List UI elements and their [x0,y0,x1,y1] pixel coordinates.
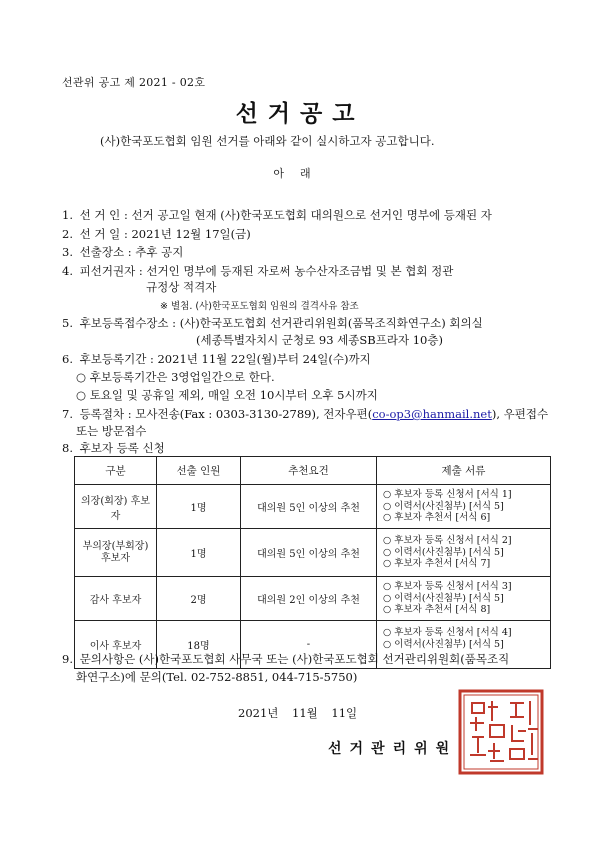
header-count: 선출 인원 [157,457,241,485]
item-7 [62,406,548,422]
item-1 [62,207,492,223]
cell-count: 2명 [157,577,241,621]
cell-requirement: 대의원 5인 이상의 추천 [241,485,377,529]
item-number: 6. [62,352,73,366]
item-text: 선 거 일 : 2021년 12월 17일(금) [79,227,251,241]
item-text: 선출장소 : 추후 공지 [79,245,184,259]
item-text: 문의사항은 (사)한국포도협회 사무국 또는 (사)한국포도협회 선거관리위원회(품목조직 [79,652,510,666]
cell-category: 이사 후보자 [75,621,157,669]
cell-documents [377,577,551,621]
cell-documents [377,485,551,529]
item-number: 7. [62,407,73,421]
item-6 [62,351,371,367]
cell-documents [377,529,551,577]
item-9 [62,651,509,667]
candidate-table [74,456,551,669]
item-2 [62,226,251,242]
item-4 [62,263,453,279]
item-5-continuation: (세종특별자치시 군청로 93 세종SB프라자 10층) [196,333,443,347]
committee-name: 선거관리위원 [328,741,458,757]
issue-date: 2021년 11월 11일 [238,706,358,720]
item-8 [62,440,165,456]
item-text-after: ), 우편접수 [491,407,549,421]
item-text: 후보등록기간 : 2021년 11월 22일(월)부터 24일(수)까지 [79,352,371,366]
item-4-continuation: 규정상 적격자 [146,280,217,294]
email-link[interactable]: co-op3@hanmail.net [372,407,492,421]
item-text: 후보등록접수장소 : (사)한국포도협회 선거관리위원회(품목조직화연구소) 회의실 [79,316,483,330]
category-text: 부의장(부회장) 후보자 [82,540,149,564]
period-note-2: ○ 토요일 및 공휴일 제외, 매일 오전 10시부터 오후 5시까지 [76,388,378,402]
doc-item: ○ 이력서(사진첨부) [서식 5] [383,638,504,650]
page-title: 선거공고 [235,101,365,127]
attachment-note: ※ 별첨. (사)한국포도협회 임원의 결격사유 참조 [160,301,359,312]
cell-count: 1명 [157,485,241,529]
item-number: 8. [62,441,73,455]
table-row [75,577,551,621]
below-heading: 아래 [273,167,327,180]
cell-requirement: - [241,621,377,669]
doc-item: ○ 후보자 등록 신청서 [서식 2] [383,535,512,547]
cell-category: 감사 후보자 [75,577,157,621]
cell-count: 18명 [157,621,241,669]
doc-item: ○ 후보자 추천서 [서식 7] [383,558,491,570]
item-number: 4. [62,264,73,278]
cell-requirement: 대의원 5인 이상의 추천 [241,529,377,577]
doc-item: ○ 후보자 추천서 [서식 8] [383,604,491,616]
item-text: 피선거권자 : 선거인 명부에 등재된 자로써 농수산자조금법 및 본 협회 정관 [79,264,454,278]
item-number: 3. [62,245,73,259]
item-text: 등록절차 : 모사전송(Fax : 0303-3130-2789), 전자우편( [79,407,373,421]
table-header-row [75,457,551,485]
item-number: 9. [62,652,73,666]
doc-item: ○ 이력서(사진첨부) [서식 5] [383,592,504,604]
item-number: 5. [62,316,73,330]
doc-item: ○ 후보자 추천서 [서식 6] [383,512,491,524]
item-number: 1. [62,208,73,222]
table-row [75,485,551,529]
doc-item: ○ 후보자 등록 신청서 [서식 1] [383,489,512,501]
cell-category [75,529,157,577]
item-9-continuation: 화연구소)에 문의(Tel. 02-752-8851, 044-715-5750) [76,670,358,684]
item-text: 후보자 등록 신청 [79,441,165,455]
item-number: 2. [62,227,73,241]
doc-item: ○ 이력서(사진첨부) [서식 5] [383,546,504,558]
doc-item: ○ 후보자 등록 신청서 [서식 4] [383,627,512,638]
item-5 [62,315,483,331]
item-7-continuation: 또는 방문접수 [76,424,147,438]
official-seal-icon [458,689,544,775]
cell-count: 1명 [157,529,241,577]
header-requirement: 추천요건 [241,457,377,485]
period-note-1: ○ 후보등록기간은 3영업일간으로 한다. [76,370,275,384]
cell-requirement: 대의원 2인 이상의 추천 [241,577,377,621]
intro-text: (사)한국포도협회 임원 선거를 아래와 같이 실시하고자 공고합니다. [100,134,435,148]
cell-category: 의장(회장) 후보자 [75,485,157,529]
header-category: 구분 [75,457,157,485]
doc-item: ○ 이력서(사진첨부) [서식 5] [383,500,504,512]
item-text: 선 거 인 : 선거 공고일 현재 (사)한국포도협회 대의원으로 선거인 명부에 등재된 자 [79,208,492,222]
table-row [75,529,551,577]
doc-item: ○ 후보자 등록 신청서 [서식 3] [383,581,512,593]
notice-number: 선관위 공고 제 2021 - 02호 [62,76,206,89]
header-documents: 제출 서류 [377,457,551,485]
item-3 [62,244,183,260]
